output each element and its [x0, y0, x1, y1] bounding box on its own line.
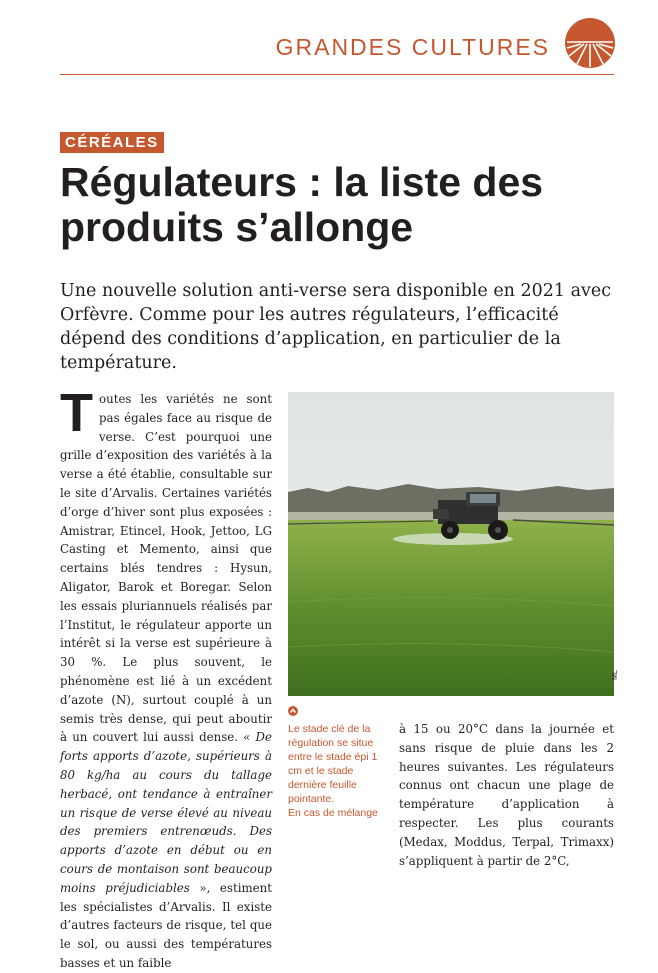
body-column-1 — [60, 383, 272, 973]
body-paragraph-1: outes les variétés ne sont pas égales face au risque de verse. C’est pourquoi une grille d’exposition des variétés à la verse a été établie, consultable sur le site d’Arvalis. Certaines variétés d’orge d’hiver sont plus exposées : Amistrar, Etincel, Hook, Jettoo, LG Casting et Memento, ainsi que certains blés tendres : Hysun, Aligator, Barok et Boregar. Selon les essais pluriannuels réalisés par l’Institut, le régulateur apporte un intérêt si la verse est supérieure à 30 %. Le plus souvent, le phénomène est lié à un excédent d’azote (N), surtout couplé à un semis très dense, qui peut aboutir à un couvert lui aussi dense. — [60, 392, 272, 745]
photo-credit: ML — [612, 670, 619, 680]
body-column-3: à 15 ou 20°C dans la journée et sans risque de pluie dans les 2 heures suivantes. Les régulateurs connus ont chacun une plage de température d’application à respecter. Les plus courants (Medax, Moddus, Terpal, Trimaxx) s’appliquent à partir de 2°C, — [399, 722, 614, 868]
body-quote: « De forts apports d’azote, supérieurs à 80 kg/ha au cours du tallage herbacé, ont tendance à entraîner un risque de verse élevé au niveau des premiers entrenœuds. Des apports d’azote en début ou en cours de montaison sont beaucoup moins préjudiciables — [60, 730, 272, 895]
header-rule — [60, 74, 614, 75]
photo-caption — [288, 722, 388, 820]
field-rows-icon — [565, 18, 615, 68]
article-lead: Une nouvelle solution anti-verse sera disponible en 2021 avec Orfèvre. Comme pour les autres régulateurs, l’efficacité dépend des conditions d’application, en particulier de la température. — [60, 281, 612, 373]
kicker-badge: CÉRÉALES — [60, 132, 164, 153]
caption-bullet-icon — [288, 706, 298, 716]
caption-text: Le stade clé de la régulation se situe entre le stade épi 1 cm et le stade dernière feuille pointante. — [288, 723, 378, 805]
caption-text-continued: En cas de mélange — [288, 807, 378, 819]
section-title: GRANDES CULTURES — [275, 34, 550, 60]
article-title: Régulateurs : la liste des produits s’allonge — [60, 159, 544, 250]
field-sprayer-photo — [288, 392, 614, 696]
drop-cap: T — [60, 383, 93, 443]
body-paragraph-2: », estiment les spécialistes d’Arvalis. Il existe d’autres facteurs de risque, tel que le sol, ou aussi des températures basses et un faible — [60, 880, 272, 970]
